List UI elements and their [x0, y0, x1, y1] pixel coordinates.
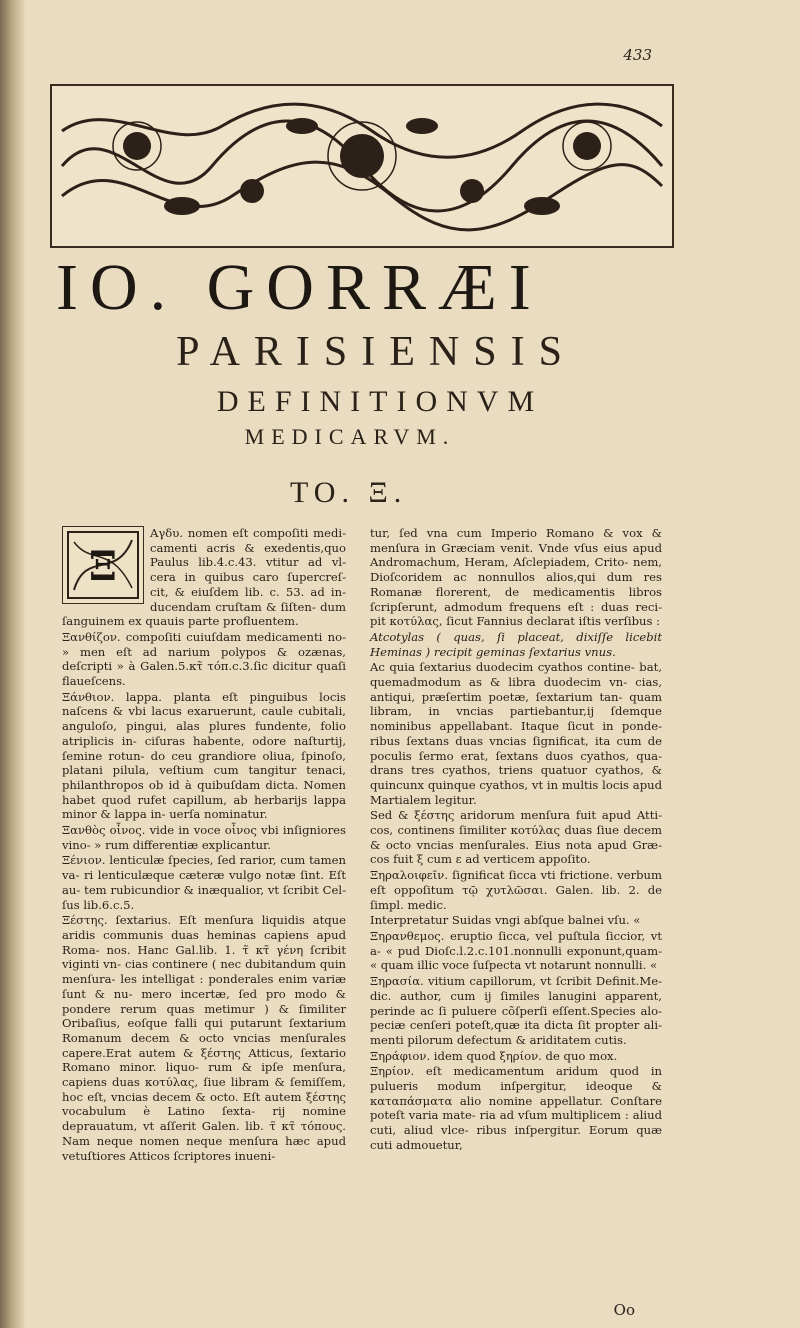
entry-paragraph: Ac quia ſextarius duodecim cyathos contine- bat, quemadmodum as & libra duodecim vn- cias, antiqui, præſertim poetæ, ſextarium tan- quam libram, in vncias partiebantur,ij ſdemque nominibus appellabant. Itaque ſicut in ponde- ribus ſextans duas vncias ſignificat, ita cum de poculis ſermo erat, ſextans duos cyathos, qua- drans tres cyathos, triens quatuor cyathos, & quincunx quinque cyathos, vt in multis locis apud Martialem legitur.: [370, 660, 662, 807]
entry-paragraph: Sed & ξέστης aridorum menſura fuit apud Atti- cos, continens ſimiliter κοτύλας duas ſiue decem & octo vncias menſurales. Eius nota apud Græ- cos fuit ξ cum ε ad verticem appoſito.: [370, 808, 662, 867]
right-text-column: [370, 526, 662, 1154]
book-gutter: [0, 0, 26, 1328]
entry-paragraph: Ξηράφιον. idem quod ξηρίον. de quo mox.: [370, 1048, 618, 1063]
entry-paragraph: Ξανθίζον. compoſiti cuiuſdam medicamenti no- » men eſt ad narium polypos & ozænas, deſcripti » à Galen.5.κτ̃ τόπ.c.3.ſic dicitur quaſi flaueſcens.: [62, 629, 346, 689]
entry-paragraph: Ξάνθιον. lappa. planta eſt pinguibus locis naſcens & vbi lacus exaruerunt, caule cubitali, anguloſo, pingui, alas plures fundente, folio atriplicis in- ciſuras habente, odore naſturtij, ſemine rotun- do ceu grandiore oliua, ſpinoſo, platani pilula, veſtium cum tangitur tenaci, philanthropos ob id à quibuſdam dicta. Nomen habet quod rufet capillum, ab herbarijs lappa minor & lappa in- uerſa nominatur.: [62, 689, 346, 822]
entry-paragraph: Ξηρίον. eſt medicamentum aridum quod in pulueris modum inſpergitur, ideoque & καταπάσματα alio nomine appellatur. Conſtare poteſt varia mate- ria ad vſum multiplicem : aliud cuti, aliud vlce- ribus inſpergitur. Eorum quæ cuti admouetur,: [370, 1064, 662, 1152]
entry-paragraph: Ξηραλοιφεῖν. ſignificat ſicca vti frictione. verbum eſt oppoſitum τῷ χυτλῶσαι. Galen. lib. 2. de ſimpl. medic.: [370, 868, 662, 912]
work-subtitle-heading: MEDICARVM.: [244, 424, 456, 449]
entry-paragraph: Αγδυ. nomen eſt compoſiti medi- camenti acris & exedentis,quo Paulus lib.4.c.43. vtitur ad vl- cera in quibus caro ſupercreſ- cit, & eiuſdem lib. c. 53. ad in- ducendam cruſtam & ſiſten- dum ſanguinem ex quauis parte profluentem.: [62, 526, 346, 629]
verse-quotation: Atcotylas ( quas, ſi placeat, dixiſſe licebit Heminas ) recipit geminas ſextarius vnus.: [370, 629, 662, 659]
entry-paragraph: Ξηρασία. vitium capillorum, vt ſcribit Definit.Me- dic. author, cum ij ſimiles lanugini apparent, perinde ac ſi puluere cõſperſi eſſent.Species alo- peciæ cenſeri poteſt,quæ ita dicta ſit propter ali- menti pilorum defectum & ariditatem cutis.: [370, 974, 662, 1047]
catchword: Oo: [613, 1301, 635, 1319]
entry-paragraph: Ξηρανθεμος. eruptio ſicca, vel puſtula ſiccior, vt a- « pud Dioſc.l.2.c.101.nonnulli exponunt,quam- « quam illic voce ſuſpecta vt notarunt nonnulli. «: [370, 928, 662, 973]
page-number: 433: [623, 46, 652, 64]
entry-paragraph: tur, ſed vna cum Imperio Romano & vox & menſura in Græciam venit. Vnde vſus eius apud Andromachum, Heram, Aſclepiadem, Crito- nem, Dioſcoridem ac nonnullos alios,qui dum res Romanæ florerent, de medicamentis libros ſcripſerunt, admodum frequens eſt : duas reci- pit κοτύλας, ſicut Fannius declarat iſtis verſibus :: [370, 526, 662, 629]
work-title-heading: DEFINITIONVM: [216, 385, 544, 418]
entry-paragraph: Ξανθὸς οἶνος. vide in voce οἶνος vbi inſigniores vino- » rum differentiæ explicantur.: [62, 823, 346, 852]
initial-letter: Ξ: [88, 543, 118, 590]
entry-paragraph: Ξέστης. ſextarius. Eſt menſura liquidis atque aridis communis duas heminas capiens apud Roma- nos. Hanc Gal.lib. 1. τ̃ κτ̃ γένη ſcribit viginti vn- cias continere ( nec dubitandum quin menſura- les intelligat : ponderales enim variæ ſunt & nu- mero incertæ, ſed pro modo & pondere rerum quas metimur ) & ſimiliter Oribaſius, eoſque falli qui putarunt ſextarium Romanum decem & octo vncias menſurales capere.Erat autem & ξέστης Atticus, ſextario Romano minor. liquo- rum & ipſe menſura, capiens duas κοτύλας, ſiue libram & ſemiſſem, hoc eſt, vncias decem & octo. Eſt autem ξέστης vocabulum è Latino ſexta- rij nomine deprauatum, vt aſſerit Galen. lib. τ̃ κτ̃ τόπους. Nam neque nomen neque menſura hæc apud vetuſtiores Atticos ſcriptores inueni-: [62, 913, 346, 1163]
author-name-heading: IO. GORRÆI: [56, 251, 543, 324]
decorative-headpiece: [50, 84, 674, 248]
left-text-column: [62, 526, 346, 1164]
entry-paragraph: Interpretatur Suidas vngi abſque balnei vſu. «: [370, 913, 641, 928]
section-heading: TO. Ξ.: [290, 476, 408, 509]
entry-paragraph: Ξένιον. lenticulæ ſpecies, ſed rarior, cum tamen va- ri lenticulæque cæteræ vulgo notæ ſint. Eſt au- tem rubicundior & inæqualior, vt ſcribit Cel- ſus lib.6.c.5.: [62, 853, 346, 912]
decorated-initial: [62, 526, 144, 604]
author-origin-heading: PARISIENSIS: [176, 329, 576, 375]
